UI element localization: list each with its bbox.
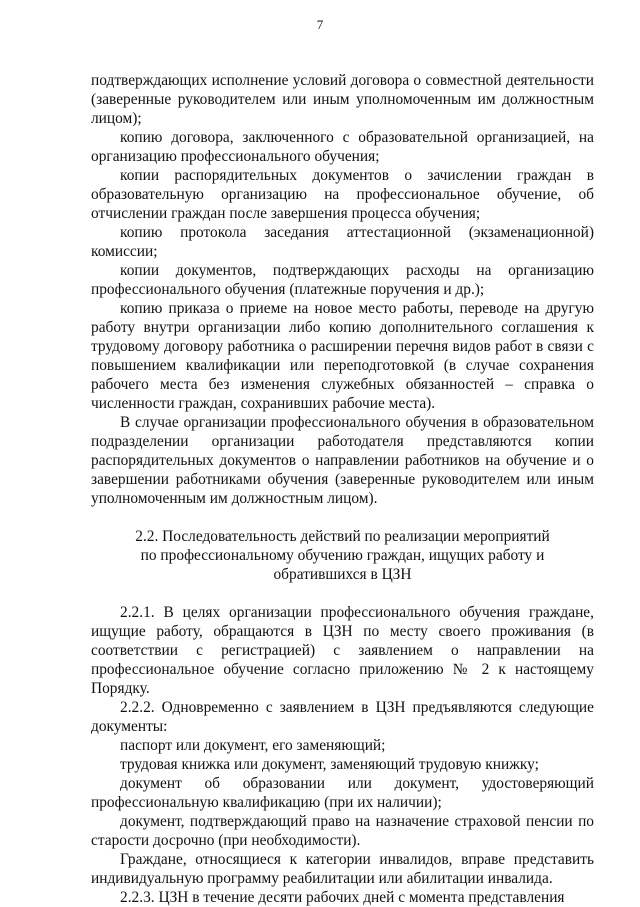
list-item-education-document: документ об образовании или документ, удостоверяющий профессиональную квалификацию (при их наличии); (91, 775, 594, 811)
clause-2-2-3: 2.2.3. ЦЗН в течение десяти рабочих дней с момента представления (120, 889, 565, 906)
paragraph-employer-training: В случае организации профессионального обучения в образовательном подразделении организации работодателя представляются копии распорядительных документов о направлении работников на обучение и о завершении работниками обучения (заверенные руководителем или иным уполномоченным им должностным лицом). (91, 414, 594, 507)
clause-2-2-1: 2.2.1. В целях организации профессионального обучения граждане, ищущие работу, обращаются в ЦЗН по месту своего проживания (в соответствии с регистрацией) с заявлением о направлении на профессиональное обучение согласно приложению № 2 к настоящему Порядку. (91, 604, 594, 697)
section-heading (91, 527, 594, 584)
list-item-contract-copy: копию договора, заключенного с образовательной организацией, на организацию профессионального обучения; (91, 129, 594, 165)
section-heading-line: 2.2. Последовательность действий по реализации мероприятий (135, 528, 550, 545)
section-heading-line: по профессиональному обучению граждан, ищущих работу и (140, 547, 545, 564)
list-item-expense-documents: копии документов, подтверждающих расходы на организацию профессионального обучения (платежные поручения и др.); (91, 262, 594, 298)
list-item-enrollment-orders: копии распорядительных документов о зачислении граждан в образовательную организацию на профессиональное обучение, об отчислении граждан после завершения процесса обучения; (91, 167, 594, 222)
clause-2-2-2: 2.2.2. Одновременно с заявлением в ЦЗН предъявляются следующие документы: (91, 699, 594, 735)
paragraph-continuation: подтверждающих исполнение условий договора о совместной деятельности (заверенные руководителем или иным уполномоченным им должностным лицом); (91, 72, 594, 127)
list-item-pension-document: документ, подтверждающий право на назначение страховой пенсии по старости досрочно (при необходимости). (91, 813, 594, 849)
document-body (91, 71, 594, 907)
list-item-work-book: трудовая книжка или документ, заменяющий трудовую книжку; (120, 756, 539, 773)
section-heading-line: обратившихся в ЦЗН (273, 566, 412, 583)
list-item-hiring-order: копию приказа о приеме на новое место работы, переводе на другую работу внутри организации либо копию дополнительного соглашения к трудовому договору работника о расширении перечня видов работ в связи с повышением квалификации или переподготовкой (в случае сохранения рабочего места без изменения служебных обязанностей – справка о численности граждан, сохранивших рабочие места). (91, 300, 594, 412)
page-number: 7 (316, 17, 324, 32)
list-item-passport: паспорт или документ, его заменяющий; (120, 737, 386, 754)
paragraph-disabled-citizens: Граждане, относящиеся к категории инвалидов, вправе представить индивидуальную программу реабилитации или абилитации инвалида. (91, 851, 594, 887)
list-item-protocol-copy: копию протокола заседания аттестационной (экзаменационной) комиссии; (91, 224, 594, 260)
